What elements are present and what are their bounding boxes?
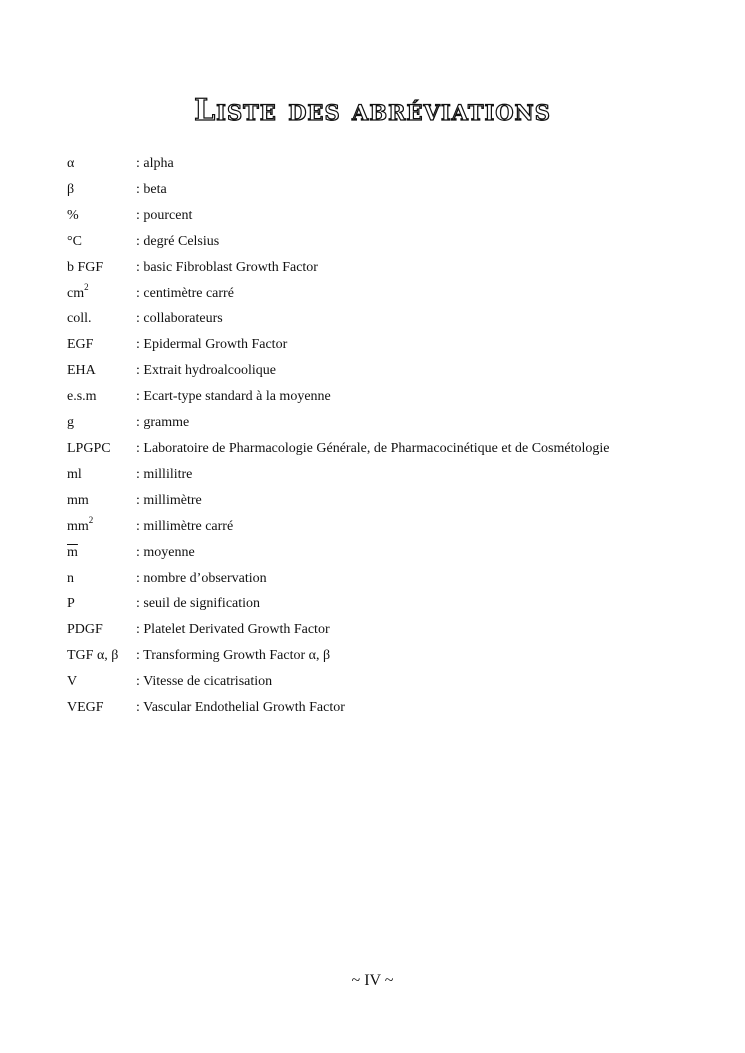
abbreviation-row xyxy=(67,617,687,643)
abbreviation-term-text: VEGF xyxy=(67,700,104,716)
abbreviation-row xyxy=(67,306,687,332)
abbreviation-definition: : millimètre xyxy=(136,492,202,508)
abbreviation-definition: : millimètre carré xyxy=(136,518,234,534)
abbreviation-row xyxy=(67,281,687,307)
abbreviation-term xyxy=(67,384,136,410)
abbreviation-term-text: EGF xyxy=(67,337,94,353)
abbreviation-term xyxy=(67,617,136,643)
abbreviation-term-superscript: 2 xyxy=(88,515,94,526)
abbreviation-definition: : gramme xyxy=(136,415,190,431)
abbreviation-term-text: g xyxy=(67,415,74,431)
abbreviation-row xyxy=(67,229,687,255)
abbreviation-term xyxy=(67,255,136,281)
abbreviation-term xyxy=(67,643,136,669)
abbreviation-definition: : moyenne xyxy=(136,544,195,560)
page-title: Liste des abréviations xyxy=(194,93,551,128)
abbreviation-term xyxy=(67,332,136,358)
abbreviation-term xyxy=(67,229,136,255)
abbreviation-row xyxy=(67,410,687,436)
abbreviation-row xyxy=(67,203,687,229)
abbreviation-term xyxy=(67,591,136,617)
abbreviation-row xyxy=(67,643,687,669)
abbreviation-row xyxy=(67,669,687,695)
abbreviation-term-text: ml xyxy=(67,466,82,482)
abbreviation-row xyxy=(67,332,687,358)
abbreviation-definition: : alpha xyxy=(136,156,174,171)
abbreviation-row xyxy=(67,177,687,203)
abbreviation-term-text: β xyxy=(67,181,75,197)
abbreviation-definition: : millilitre xyxy=(136,466,193,482)
abbreviation-definition: : Vascular Endothelial Growth Factor xyxy=(136,700,345,716)
abbreviation-row xyxy=(67,488,687,514)
abbreviation-term xyxy=(67,540,136,566)
abbreviation-definition: : Laboratoire de Pharmacologie Générale, de Pharmacocinétique et de Cosmétologie xyxy=(136,440,610,456)
abbreviation-term-text: PDGF xyxy=(67,622,103,638)
abbreviation-term xyxy=(67,566,136,592)
abbreviation-term xyxy=(67,358,136,384)
abbreviation-term-text: n xyxy=(67,570,74,586)
abbreviation-definition: : Extrait hydroalcoolique xyxy=(136,363,276,379)
abbreviation-term-text: mm xyxy=(67,492,89,508)
abbreviation-term xyxy=(67,281,136,307)
abbreviation-term xyxy=(67,436,136,462)
abbreviation-term-superscript: 2 xyxy=(84,281,89,292)
abbreviation-row xyxy=(67,384,687,410)
abbreviation-term xyxy=(67,462,136,488)
abbreviation-term xyxy=(67,151,136,177)
abbreviation-term xyxy=(67,488,136,514)
abbreviation-term-text: coll. xyxy=(67,311,92,327)
abbreviation-definition: : Transforming Growth Factor α, β xyxy=(136,648,331,664)
abbreviation-term-text: $\overline{m}$ xyxy=(67,544,78,560)
abbreviation-term-text: V xyxy=(67,674,78,690)
abbreviation-definition: : Epidermal Growth Factor xyxy=(136,337,288,353)
abbreviation-row xyxy=(67,540,687,566)
abbreviation-term-text: mm xyxy=(67,518,89,534)
abbreviation-term-text: b FGF xyxy=(67,259,104,275)
abbreviation-term xyxy=(67,410,136,436)
abbreviation-term xyxy=(67,177,136,203)
abbreviation-term-text: α xyxy=(67,156,75,171)
abbreviation-row xyxy=(67,695,687,721)
abbreviation-term-text: TGF α, β xyxy=(67,648,119,664)
abbreviation-row xyxy=(67,591,687,617)
abbreviation-term xyxy=(67,695,136,721)
abbreviation-term xyxy=(67,514,136,540)
abbreviation-definition: : Vitesse de cicatrisation xyxy=(136,674,273,690)
abbreviation-definition: : centimètre carré xyxy=(136,285,234,301)
abbreviation-term-text: LPGPC xyxy=(67,440,111,456)
abbreviation-definition: : Ecart-type standard à la moyenne xyxy=(136,389,331,405)
abbreviation-row xyxy=(67,255,687,281)
abbreviation-row xyxy=(67,151,687,177)
abbreviation-term xyxy=(67,306,136,332)
abbreviation-term-text: P xyxy=(67,596,75,612)
abbreviation-definition: : nombre d’observation xyxy=(136,570,267,586)
abbreviation-definition: : pourcent xyxy=(136,207,193,223)
abbreviation-term-text: EHA xyxy=(67,363,96,379)
abbreviation-term-text: cm xyxy=(67,285,85,301)
abbreviation-definition: : seuil de signification xyxy=(136,596,261,612)
abbreviation-list xyxy=(67,151,687,721)
abbreviation-row xyxy=(67,566,687,592)
abbreviation-term xyxy=(67,203,136,229)
abbreviation-row xyxy=(67,462,687,488)
page-number: ~ IV ~ xyxy=(351,972,394,989)
abbreviation-definition: : Platelet Derivated Growth Factor xyxy=(136,622,330,638)
abbreviation-term xyxy=(67,669,136,695)
abbreviation-definition: : basic Fibroblast Growth Factor xyxy=(136,259,318,275)
abbreviation-row xyxy=(67,514,687,540)
abbreviation-definition: : degré Celsius xyxy=(136,233,220,249)
abbreviation-row xyxy=(67,436,687,462)
abbreviation-term-text: °C xyxy=(67,233,82,249)
abbreviation-definition: : collaborateurs xyxy=(136,311,223,327)
abbreviation-term-text: % xyxy=(67,207,79,223)
abbreviation-definition: : beta xyxy=(136,181,167,197)
abbreviation-row xyxy=(67,358,687,384)
abbreviation-term-text: e.s.m xyxy=(67,389,97,405)
